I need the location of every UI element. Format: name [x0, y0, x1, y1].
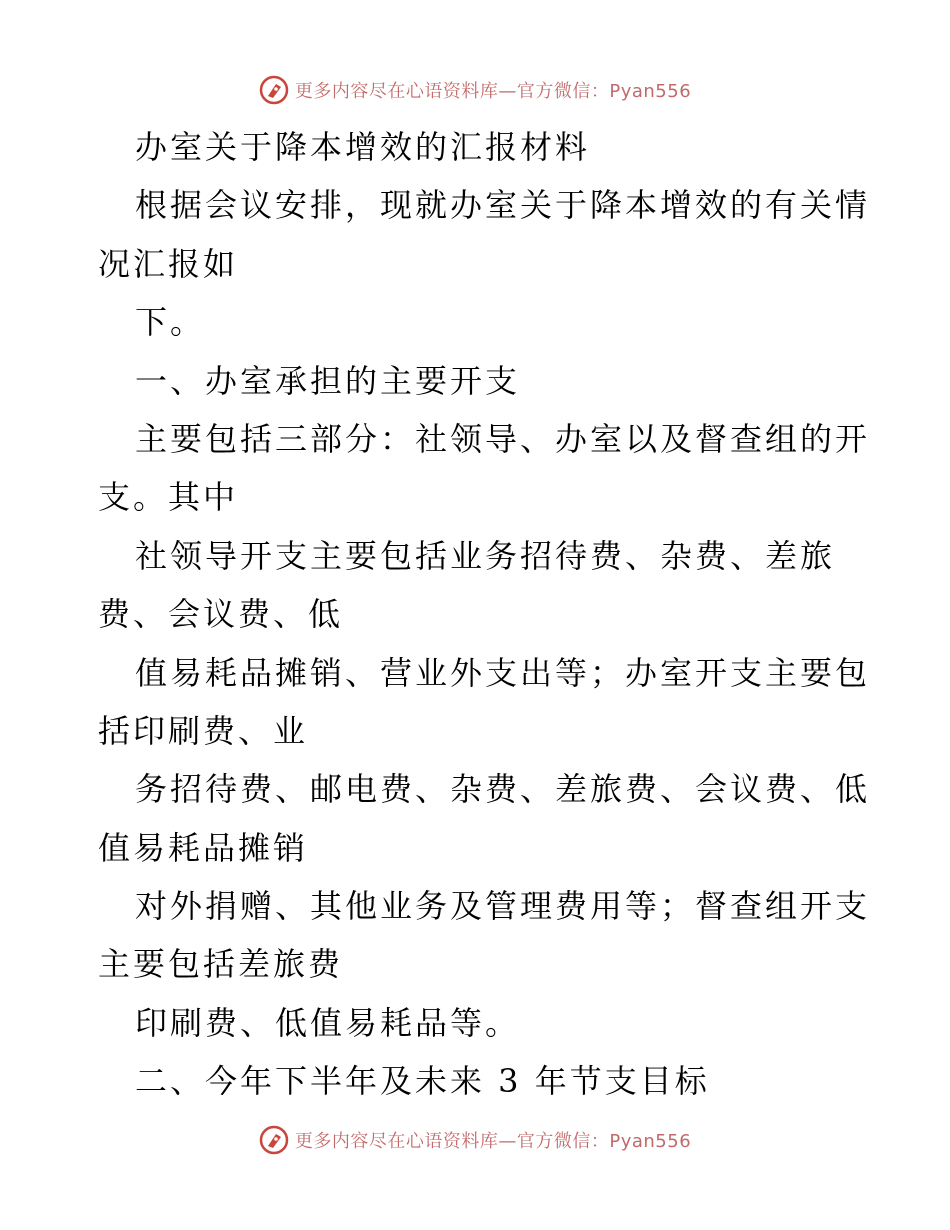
footer-watermark [0, 1120, 950, 1160]
paragraph-line: 支。其中 [98, 478, 239, 517]
paragraph-line: 社领导开支主要包括业务招待费、杂费、差旅 [135, 536, 836, 575]
paragraph-line: 印刷费、低值易耗品等。 [135, 1003, 521, 1042]
paragraph-line: 值易耗品摊销、营业外支出等；办室开支主要包 [135, 653, 871, 692]
watermark-text: 更多内容尽在心语资料库—官方微信：Pyan556 [294, 1131, 692, 1152]
paragraph-line: 对外捐赠、其他业务及管理费用等；督查组开支 [135, 887, 871, 926]
paragraph-line: 费、会议费、低 [98, 595, 344, 634]
paragraph-line: 括印刷费、业 [98, 711, 309, 750]
section-heading: 一、办室承担的主要开支 [135, 361, 521, 400]
pen-nib-logo-icon [259, 75, 289, 105]
section-heading: 二、今年下半年及未来 3 年节支目标 [135, 1062, 710, 1101]
paragraph-line: 务招待费、邮电费、杂费、差旅费、会议费、低 [135, 770, 871, 809]
doc-title: 办室关于降本增效的汇报材料 [135, 128, 591, 166]
document-body [98, 118, 871, 1111]
paragraph-line: 值易耗品摊销 [98, 828, 309, 867]
paragraph-line: 下。 [135, 303, 206, 342]
paragraph-line: 根据会议安排，现就办室关于降本增效的有关情 [135, 186, 871, 225]
paragraph-line: 主要包括三部分：社领导、办室以及督查组的开 [135, 419, 871, 458]
paragraph-line: 主要包括差旅费 [98, 945, 344, 984]
pen-nib-logo-icon [259, 1125, 289, 1155]
header-watermark [0, 70, 950, 110]
watermark-text: 更多内容尽在心语资料库—官方微信：Pyan556 [294, 81, 692, 102]
paragraph-line: 况汇报如 [98, 244, 239, 283]
